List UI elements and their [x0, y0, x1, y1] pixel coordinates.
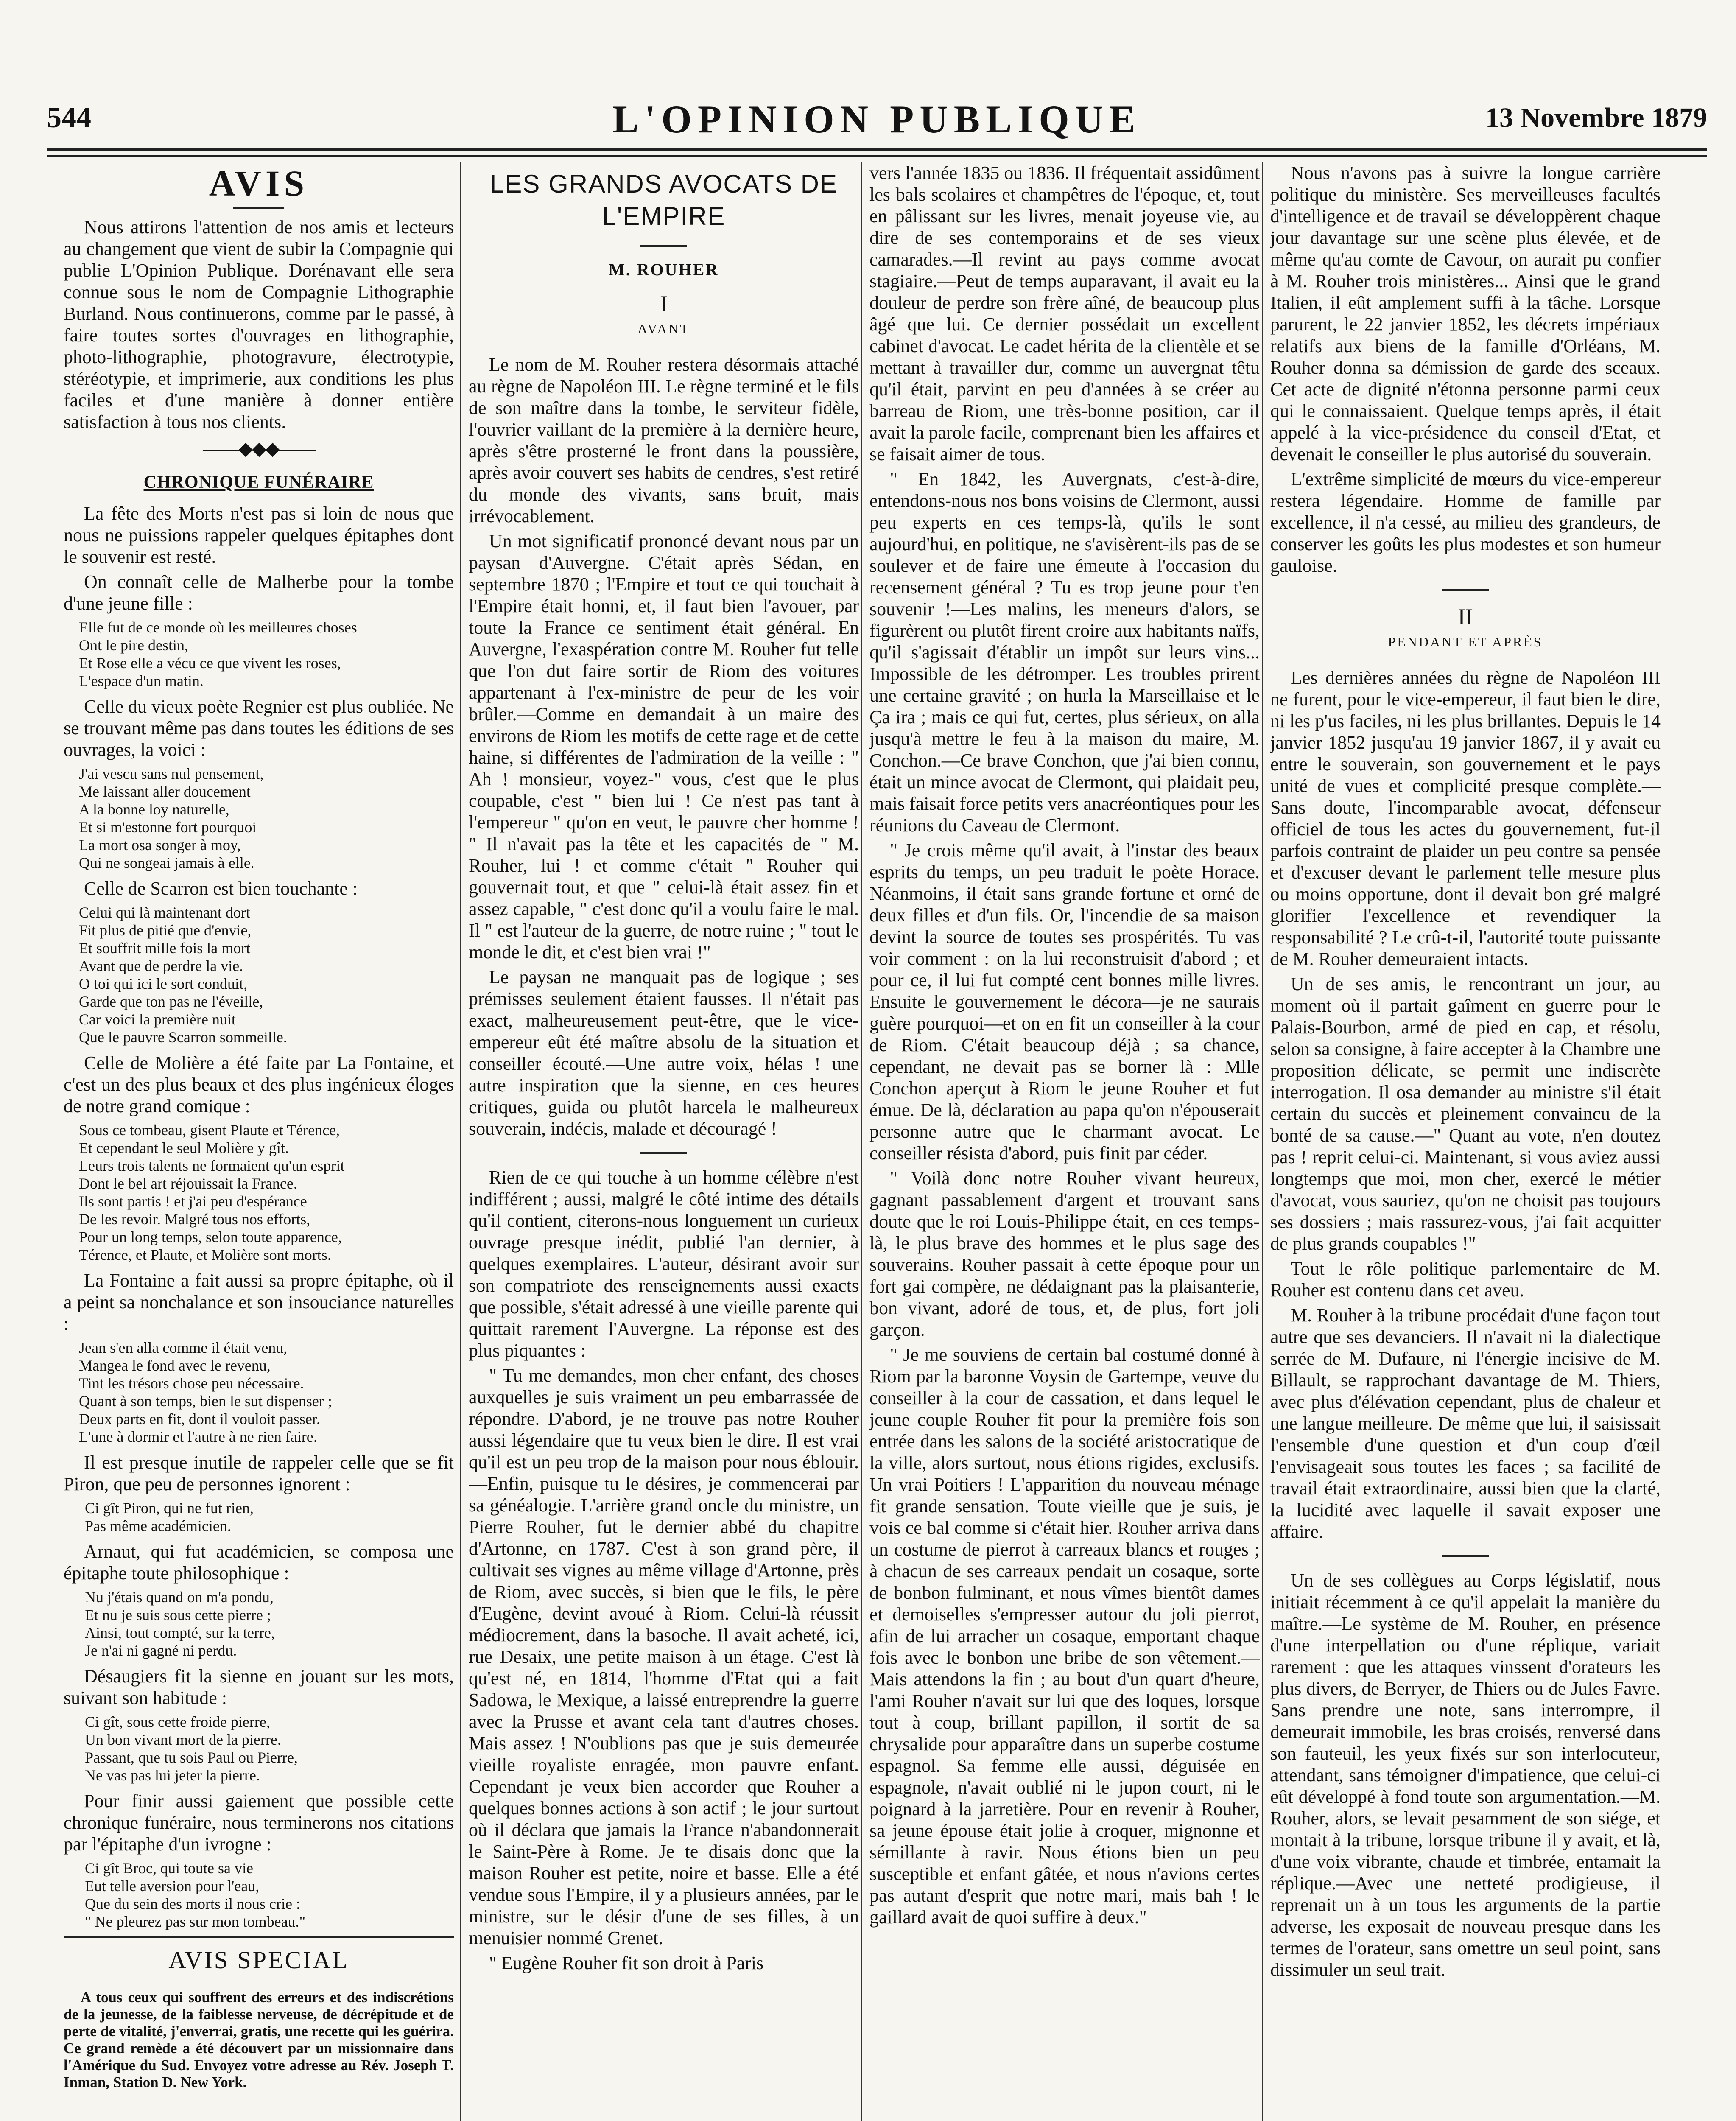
epitaph-regnier: J'ai vescu sans nul pensement, Me laissant aller doucement A la bonne loy naturelle, Et si m'estonne fort pourquoi La mort osa songer à moy, Qui ne songeai jamais à elle. — [79, 765, 264, 871]
issue-date: 13 Novembre 1879 — [1485, 102, 1707, 133]
chronique-paragraph: La Fontaine a fait aussi sa propre épitaphe, où il a peint sa nonchalance et son insouciance naturelles : — [64, 1270, 454, 1334]
title-rule — [640, 245, 687, 247]
article-title: LES GRANDS AVOCATS DE L'EMPIRE — [490, 170, 838, 230]
avis-special-heading: AVIS SPECIAL — [64, 1936, 454, 1974]
part-label: AVANT — [637, 321, 690, 336]
article-paragraph: Le nom de M. Rouher restera désormais attaché au règne de Napoléon III. Le règne terminé et le fils de son maître dans la tombe, le serviteur fidèle, l'ouvrier vaillant de la première à la dernière heure, après s'être prosterné le front dans la poussière, après avoir couvert ses habits de cendres, s'est retiré du monde des vivants, sans bruit, mais irrévocablement. — [469, 354, 859, 526]
epitaph-moliere: Sous ce tombeau, gisent Plaute et Térence, Et cependant le seul Molière y gît. Leurs trois talents ne formaient qu'un esprit Dont le bel art réjouissait la France. Ils sont partis ! et j'ai peu d'espérance De les revoir. Malgré tous nos efforts, Pour un long temps, selon toute apparence, Térence, et Plaute, et Molière sont morts. — [79, 1122, 345, 1263]
column-divider — [861, 162, 862, 2121]
column-2 — [469, 162, 859, 2121]
masthead-rule — [47, 148, 1707, 157]
article-paragraph: Un de ses collègues au Corps législatif, nous initiait récemment à ce qu'il appelait la manière du maître.—Le système de M. Rouher, en présence d'une interpellation ou d'une réplique, variait rarement : que les attaques vinssent d'orateurs les plus divers, de Berryer, de Thiers ou de Jules Favre. Sans prendre une note, sans interrompre, il demeurait immobile, les bras croisés, renversé dans son fauteuil, les yeux fixés sur son interlocuteur, attendant, sans témoigner d'impatience, que celui-ci eût développé à fond toute son argumentation.—M. Rouher, alors, se levait pesamment de son siége, et montait à la tribune, lorsque tribune il y avait, et là, d'une voix vibrante, chaude et timbrée, entamait la réplique.—Avec une netteté prodigieuse, il reprenait un à un tous les arguments de la partie adverse, les exposait de nouveau presque dans les termes de l'orateur, sans omettre un seul point, sans dissimuler un seul trait. — [1270, 1570, 1661, 1980]
article-paragraph: Un mot significatif prononcé devant nous par un paysan d'Auvergne. C'était après Sédan, en septembre 1870 ; l'Empire et tout ce qui touchait à l'Empire était honni, et, il faut bien l'avouer, par toute la France ce sentiment était général. En Auvergne, l'exaspération contre M. Rouher fut telle que l'on dut faire sortir de Riom des voitures appartenant à l'ex-ministre de peur de les voir brûler.—Comme en demandait à un maire des environs de Riom les motifs de cette rage et de cette haine, si différentes de l'admiration de la veille : " Ah ! monsieur, voyez-" vous, c'est que le plus coupable, c'est " bien lui ! Ce n'est pas tant à l'empereur " qu'on en veut, le pauvre cher homme ! " Il n'avait pas la tête et les capacités de " M. Rouher, lui ! et comme c'était " Rouher qui gouvernait tout, et que " celui-là était assez fin et assez capable, " c'est donc qu'il a voulu faire le mal. Il " est l'auteur de la guerre, de notre ruine ; " tout le monde le dit, et c'est bien vrai !" — [469, 531, 859, 963]
article-subject: M. ROUHER — [608, 260, 719, 279]
epitaph-piron: Ci gît Piron, qui ne fut rien, Pas même académicien. — [85, 1500, 254, 1534]
chronique-paragraph: Celle de Molière a été faite par La Fontaine, et c'est un des plus beaux et des plus ingénieux éloges de notre grand comique : — [64, 1052, 454, 1116]
article-paragraph: Les dernières années du règne de Napoléon III ne furent, pour le vice-empereur, il faut bien le dire, ni les p'us faciles, ni les plus brillantes. Depuis le 14 janvier 1852 jusqu'au 19 janvier 1867, il y avait eu entre le souverain, son gouvernement et le pays unité de vues et complicité presque complète.—Sans doute, l'incomparable avocat, défenseur officiel de tous les actes du gouvernement, fut-il parfois contraint de plaider un peu contre sa pensée et d'excuser devant le parlement telle mesure plus ou moins opportune, dont il devait bon gré malgré glorifier l'excellence et revendiquer la responsabilité ? Le crû-t-il, l'autorité toute puissante de M. Rouher demeuraient intacts. — [1270, 667, 1661, 969]
article-paragraph: " Je crois même qu'il avait, à l'instar des beaux esprits du temps, un peu traduit le poète Horace. Néanmoins, il était sans grande fortune et orné de deux filles et d'un fils. Or, l'incendie de sa maison devint la source de toutes ses prospérités. Tu vas voir comment : on la lui reconstruisit d'abord ; et pour ce, il lui fut compté cent bonnes mille livres. Ensuite le gouvernement le décora—je ne saurais guère pourquoi—et on en fit un conseiller à la cour de Riom. C'était beaucoup déjà ; sa chance, cependant, ne devait pas se borner là : Mlle Conchon aperçut à Riom le jeune Rouher et fut émue. De là, déclaration au papa qu'on n'épouserait personne autre que le charmant avocat. Le conseiller résista d'abord, puis finit par céder. — [869, 840, 1260, 1164]
chronique-paragraph: Arnaut, qui fut académicien, se composa une épitaphe toute philosophique : — [64, 1541, 454, 1584]
article-paragraph: vers l'année 1835 ou 1836. Il fréquentait assidûment les bals scolaires et champêtres de l'époque, et, tout en pâlissant sur les livres, menait joyeuse vie, au dire de ses contemporains et de ses vieux camarades.—Il revint au pays comme avocat stagiaire.—Peut de temps auparavant, il avait eu la douleur de perdre son frère aîné, de beaucoup plus âgé que lui. Ce dernier possédait un excellent cabinet d'avocat. Le cadet hérita de la clientèle et se mettant à travailler dur, comme un auvergnat têtu qu'il était, parvint en peu d'années à se créer au barreau de Riom, une très-bonne position, car il avait la parole facile, comprenant bien les affaires et se faisait aimer de tous. — [869, 162, 1260, 464]
article-paragraph: " Eugène Rouher fit son droit à Paris — [489, 1953, 764, 1973]
article-paragraph: Tout le rôle politique parlementaire de M. Rouher est contenu dans cet aveu. — [1270, 1258, 1661, 1301]
epitaph-desaugiers: Ci gît, sous cette froide pierre, Un bon vivant mort de la pierre. Passant, que tu sois Paul ou Pierre, Ne vas pas lui jeter la pierre. — [85, 1713, 298, 1784]
avis-notice: Nous attirons l'attention de nos amis et lecteurs au changement que vient de subir la Compagnie qui publie L'Opinion Publique. Dorénavant elle sera connue sous le nom de Compagnie Lithographie Burland. Nous continuerons, comme par le passé, à faire toutes sortes d'ouvrages en lithographie, photo-lithographie, photogravure, électrotypie, stéréotypie, et imprimerie, aux conditions les plus faciles et d'une manière à donner entière satisfaction à tous nos clients. — [64, 217, 454, 432]
column-3 — [869, 162, 1260, 2121]
chronique-paragraph: Désaugiers fit la sienne en jouant sur les mots, suivant son habitude : — [64, 1666, 454, 1708]
chronique-paragraph: La fête des Morts n'est pas si loin de nous que nous ne puissions rappeler quelques épitaphes dont le souvenir est resté. — [64, 503, 454, 567]
column-4 — [1270, 162, 1661, 2121]
column-divider — [1262, 162, 1263, 2121]
epitaph-malherbe: Elle fut de ce monde où les meilleures choses Ont le pire destin, Et Rose elle a vécu ce que vivent les roses, L'espace d'un matin. — [79, 619, 357, 689]
chronique-heading: CHRONIQUE FUNÉRAIRE — [143, 473, 374, 492]
chronique-paragraph: On connaît celle de Malherbe pour la tombe d'une jeune fille : — [64, 571, 454, 614]
chronique-paragraph: Pour finir aussi gaiement que possible cette chronique funéraire, nous terminerons nos citations par l'épitaphe d'un ivrogne : — [64, 1791, 454, 1855]
page-number: 544 — [47, 101, 91, 134]
column-1 — [64, 162, 454, 2121]
masthead — [47, 97, 1707, 148]
ornament-divider: ——◆◆◆—— — [203, 438, 315, 459]
article-paragraph: " Tu me demandes, mon cher enfant, des choses auxquelles je suis vraiment un peu embarrassée de répondre. D'abord, je ne trouve pas notre Rouher aussi légendaire que tu veux bien le dire. Il est vrai qu'il est un peu trop de la maison pour nous éblouir.—Enfin, puisque tu le désires, je commencerai par sa généalogie. L'arrière grand oncle du ministre, un Pierre Rouher, fut le dernier abbé du chapitre d'Artonne, en 1787. C'est à son grand père, il cultivait ses vignes au même village d'Artonne, près de Riom, avec succès, si bien que le fils, le père d'Eugène, devint avoué à Riom. Celui-là réussit médiocrement, dans la basoche. Il avait acheté, ici, rue Desaix, une petite maison à un étage. C'est là qu'est né, en 1814, l'homme d'Etat qui a fait Sadowa, le Mexique, a laissé entreprendre la guerre avec la Prusse et avant cela tant d'autres choses. Mais assez ! N'oublions pas que je suis demeurée vieille royaliste enragée, mon pauvre enfant. Cependant je veux bien accorder que Rouher a quelques bonnes actions à son actif ; le jour surtout où il déclara que jamais la France n'abandonnerait le Saint-Père à Rome. Je te disais donc que la maison Rouher est petite, noire et basse. Elle a été vendue sous l'Empire, il y a plusieurs années, par le ministre, sur le désir d'une de ses filles, à un menuisier nommé Grenet. — [469, 1365, 859, 1948]
journal-title: L'OPINION PUBLIQUE — [612, 98, 1141, 141]
article-paragraph: L'extrême simplicité de mœurs du vice-empereur restera légendaire. Homme de famille par excellence, il n'a cessé, au milieu des grandeurs, de conserver les goûts les plus modestes et son humeur gauloise. — [1270, 469, 1661, 576]
part-number: II — [1458, 604, 1473, 630]
article-paragraph: M. Rouher à la tribune procédait d'une façon tout autre que ses devanciers. Il n'avait ni la dialectique serrée de M. Dufaure, ni l'énergie incisive de M. Billault, se rapprochant davantage de M. Thiers, avec plus d'élévation cependant, plus de chaleur et une langue meilleure. De même que lui, il saisissait l'ensemble d'une question et d'un coup d'œil l'envisageait sous toutes les faces ; sa facilité de travail était extraordinaire, aussi bien que la clarté, la lucidité avec laquelle il savait exposer une affaire. — [1270, 1305, 1661, 1542]
article-paragraph: " En 1842, les Auvergnats, c'est-à-dire, entendons-nous nos bons voisins de Clermont, aussi peu experts en ces temps-là, qu'ils le sont aujourd'hui, en politique, ne s'avisèrent-ils pas de se soulever et de faire une émeute à l'occasion du recensement général ? Tu es trop jeune pour t'en souvenir !—Les malins, les meneurs d'alors, se figurèrent ou plutôt firent croire aux habitants naïfs, qu'il s'agissait d'établir un impôt sur leurs vins... Impossible de les détromper. Les troubles prirent une certaine gravité ; on hurla la Marseillaise et le Ça ira ; mais ce qui fut, certes, plus sérieux, on alla jusqu'à mettre le feu à la maison du maire, M. Conchon.—Ce brave Conchon, que j'ai bien connu, était un mince avocat de Clermont, qui plaidait peu, mais faisait force petits vers anacréontiques pour les réunions du Caveau de Clermont. — [869, 469, 1260, 836]
article-paragraph: Un de ses amis, le rencontrant un jour, au moment où il partait gaîment en guerre pour le Palais-Bourbon, armé de pied en cap, et résolu, selon sa consigne, à faire accepter à la Chambre une proposition délicate, se permit une indiscrète interrogation. Il osa demander au ministre s'il était certain du succès et pleinement convaincu de la bonté de sa cause.—" Quant au vote, n'en doutez pas ! reprit celui-ci. Maintenant, si vous aviez aussi longtemps que moi, mon cher, exercé le métier d'avocat, vous sauriez, qu'on ne choisit pas toujours ses dossiers ; mais rassurez-vous, j'ai fait acquitter de plus grands coupables !" — [1270, 974, 1661, 1254]
part-number: I — [660, 291, 668, 316]
part-label: PENDANT ET APRÈS — [1388, 634, 1543, 649]
article-paragraph: " Voilà donc notre Rouher vivant heureux, gagnant passablement d'argent et trouvant sans doute que le roi Louis-Philippe était, en ces temps-là, le plus brave des hommes et le plus sage des souverains. Rouher passait à cette époque pour un fort gai compère, ne dédaignant pas la plaisanterie, bon vivant, adoré de tous, et, de plus, fort joli garçon. — [869, 1168, 1260, 1340]
avis-special-notice: A tous ceux qui souffrent des erreurs et des indiscrétions de la jeunesse, de la faiblesse nerveuse, de décrépitude et de perte de vitalité, j'enverrai, gratis, une recette qui les guérira. Ce grand remède a été découvert par un missionnaire dans l'Amérique du Sud. Envoyez votre adresse au Rév. Joseph T. Inman, Station D. New York. — [64, 1989, 454, 2090]
article-paragraph: Nous n'avons pas à suivre la longue carrière politique du ministère. Ses merveilleuses facultés d'intelligence et de travail se développèrent chaque jour davantage sur une scène plus élevée, et de même qu'au comte de Cavour, on aurait pu confier à M. Rouher trois ministères... Ainsi que le grand Italien, il eût amplement suffi à la tâche. Lorsque parurent, le 22 janvier 1852, les décrets impériaux relatifs aux biens de la famille d'Orléans, M. Rouher donna sa démission de garde des sceaux. Cet acte de dignité n'étonna personne parmi ceux qui le connaissaient. Quelque temps après, il était appelé à la vice-présidence du conseil d'Etat, et devenait le conseiller le plus autorisé du souverain. — [1270, 162, 1661, 464]
chronique-paragraph: Celle du vieux poète Regnier est plus oubliée. Ne se trouvant même pas dans toutes les éditions de ses ouvrages, la voici : — [64, 696, 454, 760]
article-paragraph: Rien de ce qui touche à un homme célèbre n'est indifférent ; aussi, malgré le côté intime des détails qu'il contient, citerons-nous longuement un curieux ouvrage presque inédit, publié l'an dernier, à quelques exemplaires. L'auteur, désirant avoir sur son compatriote des renseignements aussi exacts que possible, s'était adressé à une vieille parente qui quittait rarement l'Auvergne. La réponse est des plus piquantes : — [469, 1167, 859, 1361]
article-paragraph: Le paysan ne manquait pas de logique ; ses prémisses seulement étaient fausses. Il n'était pas exact, malheureusement peut-être, que le vice-empereur eût été maître absolu de la situation et conseiller écouté.—Une autre voix, hélas ! une autre inspiration que la sienne, en ces heures critiques, guida ou plutôt harcela le malheureux souverain, indécis, malade et découragé ! — [469, 967, 859, 1139]
epitaph-scarron: Celui qui là maintenant dort Fit plus de pitié que d'envie, Et souffrit mille fois la mort Avant que de perdre la vie. O toi qui ici le sort conduit, Garde que ton pas ne l'éveille, Car voici la première nuit Que le pauvre Scarron sommeille. — [79, 904, 287, 1046]
epitaph-la-fontaine: Jean s'en alla comme il était venu, Mangea le fond avec le revenu, Tint les trésors chose peu nécessaire. Quant à son temps, bien le sut dispenser ; Deux parts en fit, dont il vouloit passer. L'une à dormir et l'autre à ne rien faire. — [79, 1339, 332, 1445]
epitaph-arnaut: Nu j'étais quand on m'a pondu, Et nu je suis sous cette pierre ; Ainsi, tout compté, sur la terre, Je n'ai ni gagné ni perdu. — [85, 1589, 275, 1659]
chronique-paragraph: Il est presque inutile de rappeler celle que se fit Piron, que peu de personnes ignorent : — [64, 1452, 454, 1494]
heading-rule — [233, 207, 284, 209]
column-divider — [460, 162, 461, 2121]
section-rule — [1442, 1555, 1489, 1557]
section-rule — [640, 1152, 687, 1154]
article-paragraph: " Je me souviens de certain bal costumé donné à Riom par la baronne Voysin de Gartempe, veuve du conseiller à la cour de cassation, et dans lequel le jeune couple Rouher fit pour la première fois son entrée dans les salons de la société aristocratique de la ville, alors surtout, nous étions rigides, exclusifs. Un vrai Poitiers ! L'apparition du nouveau ménage fit grande sensation. Toute vieille que je suis, je vois ce bal comme si c'était hier. Rouher arriva dans un costume de pierrot à carreaux blancs et rouges ; à chacun de ses carreaux pendait un cosaque, sorte de bonbon fulminant, et nous vîmes bientôt dames et demoiselles s'empresser autour du joli pierrot, afin de lui arracher un cosaque, emportant chaque fois avec le bonbon une bribe de son vêtement.—Mais attendons la fin ; au bout d'un quart d'heure, l'ami Rouher n'avait sur lui que des loques, lorsque tout à coup, brillant papillon, il sortit de sa chrysalide pour apparaître dans un superbe costume espagnol. Sa femme elle aussi, déguisée en espagnole, n'avait oublié ni le jupon court, ni le poignard à la jarretière. Pour en revenir à Rouher, sa jeune épouse était jolie à croquer, mignonne et sémillante à ravir. Nous étions bien un peu susceptible et enfant gâtée, et nous n'avions certes pas autant d'esprit que notre mari, mais bah ! le gaillard avait de quoi suffire à deux." — [869, 1344, 1260, 1928]
avis-heading: AVIS — [209, 163, 309, 204]
epitaph-ivrogne: Ci gît Broc, qui toute sa vie Eut telle aversion pour l'eau, Que du sein des morts il nous crie : " Ne pleurez pas sur mon tombeau." — [85, 1860, 306, 1930]
chronique-paragraph: Celle de Scarron est bien touchante : — [84, 878, 358, 899]
section-rule — [1442, 589, 1489, 591]
